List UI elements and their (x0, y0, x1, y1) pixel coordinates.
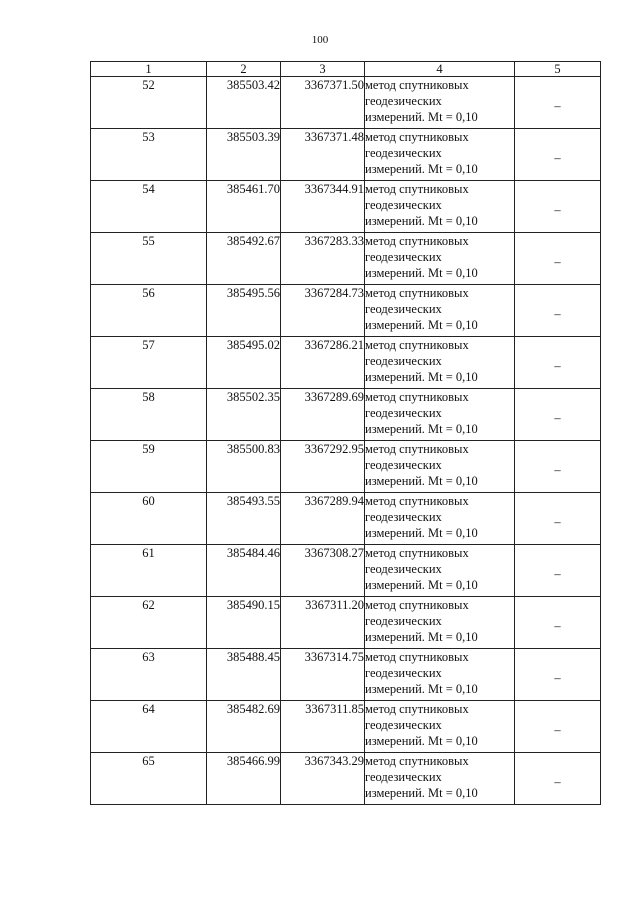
method-line: измерений. Mt = 0,10 (365, 162, 478, 176)
method-line: метод спутниковых (365, 390, 469, 404)
x-coordinate-cell: 385492.67 (207, 233, 281, 285)
method-line: измерений. Mt = 0,10 (365, 266, 478, 280)
note-cell (515, 701, 601, 753)
method-line: геодезических (365, 354, 442, 368)
header-col-2: 2 (207, 62, 281, 77)
y-coordinate-cell: 3367311.20 (281, 597, 365, 649)
method-line: геодезических (365, 250, 442, 264)
x-coordinate-cell: 385488.45 (207, 649, 281, 701)
point-number-cell: 57 (91, 337, 207, 389)
page-number: 100 (311, 34, 329, 46)
method-line: геодезических (365, 614, 442, 628)
method-line: измерений. Mt = 0,10 (365, 786, 478, 800)
method-line: метод спутниковых (365, 234, 469, 248)
note-cell (515, 597, 601, 649)
note-dash: – (554, 514, 561, 529)
x-coordinate-cell: 385490.15 (207, 597, 281, 649)
x-coordinate-cell: 385493.55 (207, 493, 281, 545)
table-row (91, 441, 601, 493)
method-line: геодезических (365, 94, 442, 108)
table-body (91, 77, 601, 805)
method-cell (365, 753, 515, 805)
method-line: метод спутниковых (365, 650, 469, 664)
table-row (91, 493, 601, 545)
method-cell (365, 493, 515, 545)
y-coordinate-cell: 3367283.33 (281, 233, 365, 285)
method-line: метод спутниковых (365, 442, 469, 456)
note-cell (515, 233, 601, 285)
note-dash: – (554, 618, 561, 633)
y-coordinate-cell: 3367289.94 (281, 493, 365, 545)
method-line: измерений. Mt = 0,10 (365, 474, 478, 488)
point-number-cell: 55 (91, 233, 207, 285)
note-dash: – (554, 462, 561, 477)
method-line: измерений. Mt = 0,10 (365, 526, 478, 540)
y-coordinate-cell: 3367311.85 (281, 701, 365, 753)
x-coordinate-cell: 385484.46 (207, 545, 281, 597)
method-cell (365, 545, 515, 597)
method-line: измерений. Mt = 0,10 (365, 682, 478, 696)
method-line: измерений. Mt = 0,10 (365, 578, 478, 592)
note-dash: – (554, 202, 561, 217)
point-number-cell: 56 (91, 285, 207, 337)
x-coordinate-cell: 385495.56 (207, 285, 281, 337)
point-number-cell: 65 (91, 753, 207, 805)
method-line: геодезических (365, 198, 442, 212)
method-cell (365, 233, 515, 285)
table-row (91, 545, 601, 597)
method-line: геодезических (365, 146, 442, 160)
method-line: измерений. Mt = 0,10 (365, 422, 478, 436)
point-number-cell: 54 (91, 181, 207, 233)
x-coordinate-cell: 385466.99 (207, 753, 281, 805)
table-row (91, 597, 601, 649)
y-coordinate-cell: 3367314.75 (281, 649, 365, 701)
method-line: метод спутниковых (365, 754, 469, 768)
method-line: метод спутниковых (365, 182, 469, 196)
method-line: метод спутниковых (365, 130, 469, 144)
table-row (91, 77, 601, 129)
table-row (91, 181, 601, 233)
point-number-cell: 58 (91, 389, 207, 441)
method-cell (365, 389, 515, 441)
method-cell (365, 441, 515, 493)
method-line: метод спутниковых (365, 598, 469, 612)
point-number-cell: 64 (91, 701, 207, 753)
note-cell (515, 129, 601, 181)
point-number-cell: 59 (91, 441, 207, 493)
table-row (91, 389, 601, 441)
note-dash: – (554, 254, 561, 269)
method-line: измерений. Mt = 0,10 (365, 318, 478, 332)
header-col-4: 4 (365, 62, 515, 77)
point-number-cell: 53 (91, 129, 207, 181)
point-number-cell: 62 (91, 597, 207, 649)
x-coordinate-cell: 385495.02 (207, 337, 281, 389)
method-line: геодезических (365, 718, 442, 732)
note-cell (515, 545, 601, 597)
y-coordinate-cell: 3367343.29 (281, 753, 365, 805)
note-cell (515, 77, 601, 129)
point-number-cell: 52 (91, 77, 207, 129)
table-row (91, 337, 601, 389)
note-dash: – (554, 306, 561, 321)
note-dash: – (554, 358, 561, 373)
x-coordinate-cell: 385503.42 (207, 77, 281, 129)
method-line: измерений. Mt = 0,10 (365, 214, 478, 228)
y-coordinate-cell: 3367292.95 (281, 441, 365, 493)
coordinates-table (90, 61, 601, 805)
header-col-5: 5 (515, 62, 601, 77)
y-coordinate-cell: 3367371.48 (281, 129, 365, 181)
note-dash: – (554, 566, 561, 581)
x-coordinate-cell: 385503.39 (207, 129, 281, 181)
y-coordinate-cell: 3367286.21 (281, 337, 365, 389)
y-coordinate-cell: 3367289.69 (281, 389, 365, 441)
note-dash: – (554, 150, 561, 165)
note-cell (515, 493, 601, 545)
header-col-3: 3 (281, 62, 365, 77)
table-row (91, 129, 601, 181)
method-line: измерений. Mt = 0,10 (365, 734, 478, 748)
method-line: геодезических (365, 406, 442, 420)
method-line: геодезических (365, 458, 442, 472)
method-line: геодезических (365, 302, 442, 316)
note-cell (515, 181, 601, 233)
note-cell (515, 285, 601, 337)
method-cell (365, 597, 515, 649)
method-cell (365, 129, 515, 181)
method-line: метод спутниковых (365, 338, 469, 352)
method-cell (365, 77, 515, 129)
header-row (91, 62, 601, 77)
note-dash: – (554, 774, 561, 789)
method-line: измерений. Mt = 0,10 (365, 370, 478, 384)
y-coordinate-cell: 3367371.50 (281, 77, 365, 129)
method-line: геодезических (365, 562, 442, 576)
point-number-cell: 60 (91, 493, 207, 545)
point-number-cell: 61 (91, 545, 207, 597)
method-cell (365, 285, 515, 337)
method-line: метод спутниковых (365, 702, 469, 716)
note-dash: – (554, 670, 561, 685)
x-coordinate-cell: 385500.83 (207, 441, 281, 493)
note-cell (515, 441, 601, 493)
note-cell (515, 753, 601, 805)
method-cell (365, 337, 515, 389)
method-line: метод спутниковых (365, 494, 469, 508)
method-line: метод спутниковых (365, 286, 469, 300)
table-row (91, 285, 601, 337)
table-header (91, 62, 601, 77)
method-line: метод спутниковых (365, 78, 469, 92)
note-cell (515, 337, 601, 389)
method-line: измерений. Mt = 0,10 (365, 630, 478, 644)
point-number-cell: 63 (91, 649, 207, 701)
x-coordinate-cell: 385502.35 (207, 389, 281, 441)
table-row (91, 701, 601, 753)
note-dash: – (554, 98, 561, 113)
table-row (91, 753, 601, 805)
table-row (91, 649, 601, 701)
header-col-1: 1 (91, 62, 207, 77)
method-cell (365, 649, 515, 701)
note-dash: – (554, 410, 561, 425)
method-cell (365, 181, 515, 233)
x-coordinate-cell: 385482.69 (207, 701, 281, 753)
y-coordinate-cell: 3367344.91 (281, 181, 365, 233)
method-line: геодезических (365, 666, 442, 680)
note-cell (515, 649, 601, 701)
y-coordinate-cell: 3367284.73 (281, 285, 365, 337)
y-coordinate-cell: 3367308.27 (281, 545, 365, 597)
note-dash: – (554, 722, 561, 737)
x-coordinate-cell: 385461.70 (207, 181, 281, 233)
method-cell (365, 701, 515, 753)
note-cell (515, 389, 601, 441)
method-line: геодезических (365, 770, 442, 784)
method-line: геодезических (365, 510, 442, 524)
method-line: измерений. Mt = 0,10 (365, 110, 478, 124)
method-line: метод спутниковых (365, 546, 469, 560)
table-row (91, 233, 601, 285)
